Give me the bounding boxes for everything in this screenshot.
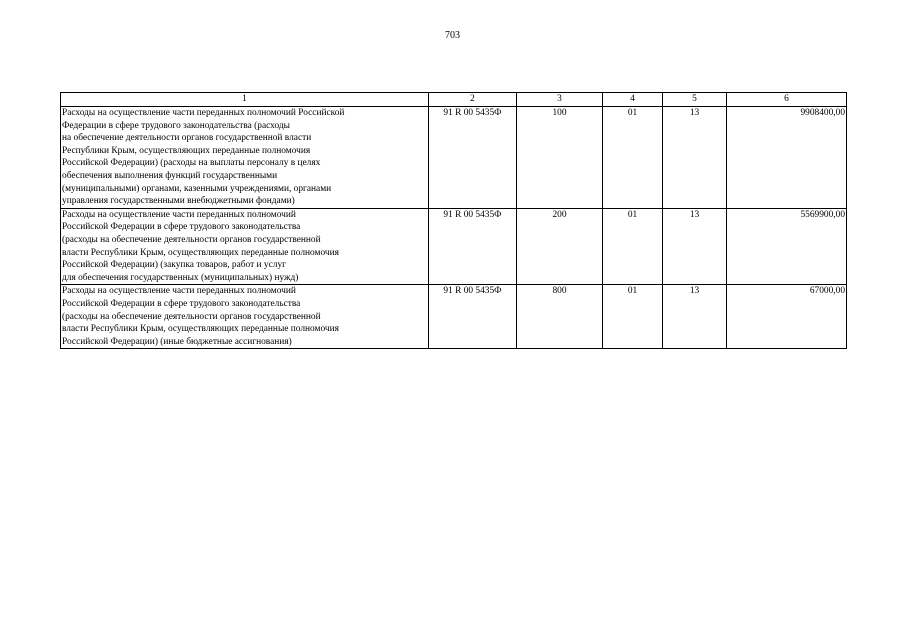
row-subsection: 13: [663, 107, 727, 209]
row-expense-type: 800: [517, 285, 603, 349]
budget-table: [60, 92, 847, 349]
row-amount: 5569900,00: [727, 208, 847, 285]
row-description: Расходы на осуществление части переданных полномочий Российской Федерации в сфере трудового законодательства (расходы на обеспечение деятельности органов государственной власти Республики Крым, осуществляющих переданные полномочия Российской Федерации) (расходы на выплаты персоналу в целях обеспечения выполнения функций государственными (муниципальными) органами, казенными учреждениями, органами управления государственными внебюджетными фондами): [61, 107, 429, 209]
row-target-code: 91 R 00 5435Ф: [429, 285, 517, 349]
column-header-3: 3: [517, 93, 603, 107]
table-row: [61, 285, 847, 349]
row-target-code: 91 R 00 5435Ф: [429, 208, 517, 285]
column-header-2: 2: [429, 93, 517, 107]
column-header-1: 1: [61, 93, 429, 107]
row-expense-type: 200: [517, 208, 603, 285]
table-row: [61, 208, 847, 285]
page-number: 703: [445, 30, 460, 41]
row-amount: 67000,00: [727, 285, 847, 349]
row-section: 01: [603, 285, 663, 349]
row-section: 01: [603, 107, 663, 209]
row-subsection: 13: [663, 285, 727, 349]
table-header-row: [61, 93, 847, 107]
column-header-4: 4: [603, 93, 663, 107]
row-description: Расходы на осуществление части переданных полномочий Российской Федерации в сфере трудового законодательства (расходы на обеспечение деятельности органов государственной власти Республики Крым, осуществляющих переданные полномочия Российской Федерации) (закупка товаров, работ и услуг для обеспечения государственных (муниципальных) нужд): [61, 208, 429, 285]
row-target-code: 91 R 00 5435Ф: [429, 107, 517, 209]
row-description: Расходы на осуществление части переданных полномочий Российской Федерации в сфере трудового законодательства (расходы на обеспечение деятельности органов государственной власти Республики Крым, осуществляющих переданные полномочия Российской Федерации) (иные бюджетные ассигнования): [61, 285, 429, 349]
column-header-5: 5: [663, 93, 727, 107]
row-subsection: 13: [663, 208, 727, 285]
row-amount: 9908400,00: [727, 107, 847, 209]
row-expense-type: 100: [517, 107, 603, 209]
table-row: [61, 107, 847, 209]
column-header-6: 6: [727, 93, 847, 107]
row-section: 01: [603, 208, 663, 285]
